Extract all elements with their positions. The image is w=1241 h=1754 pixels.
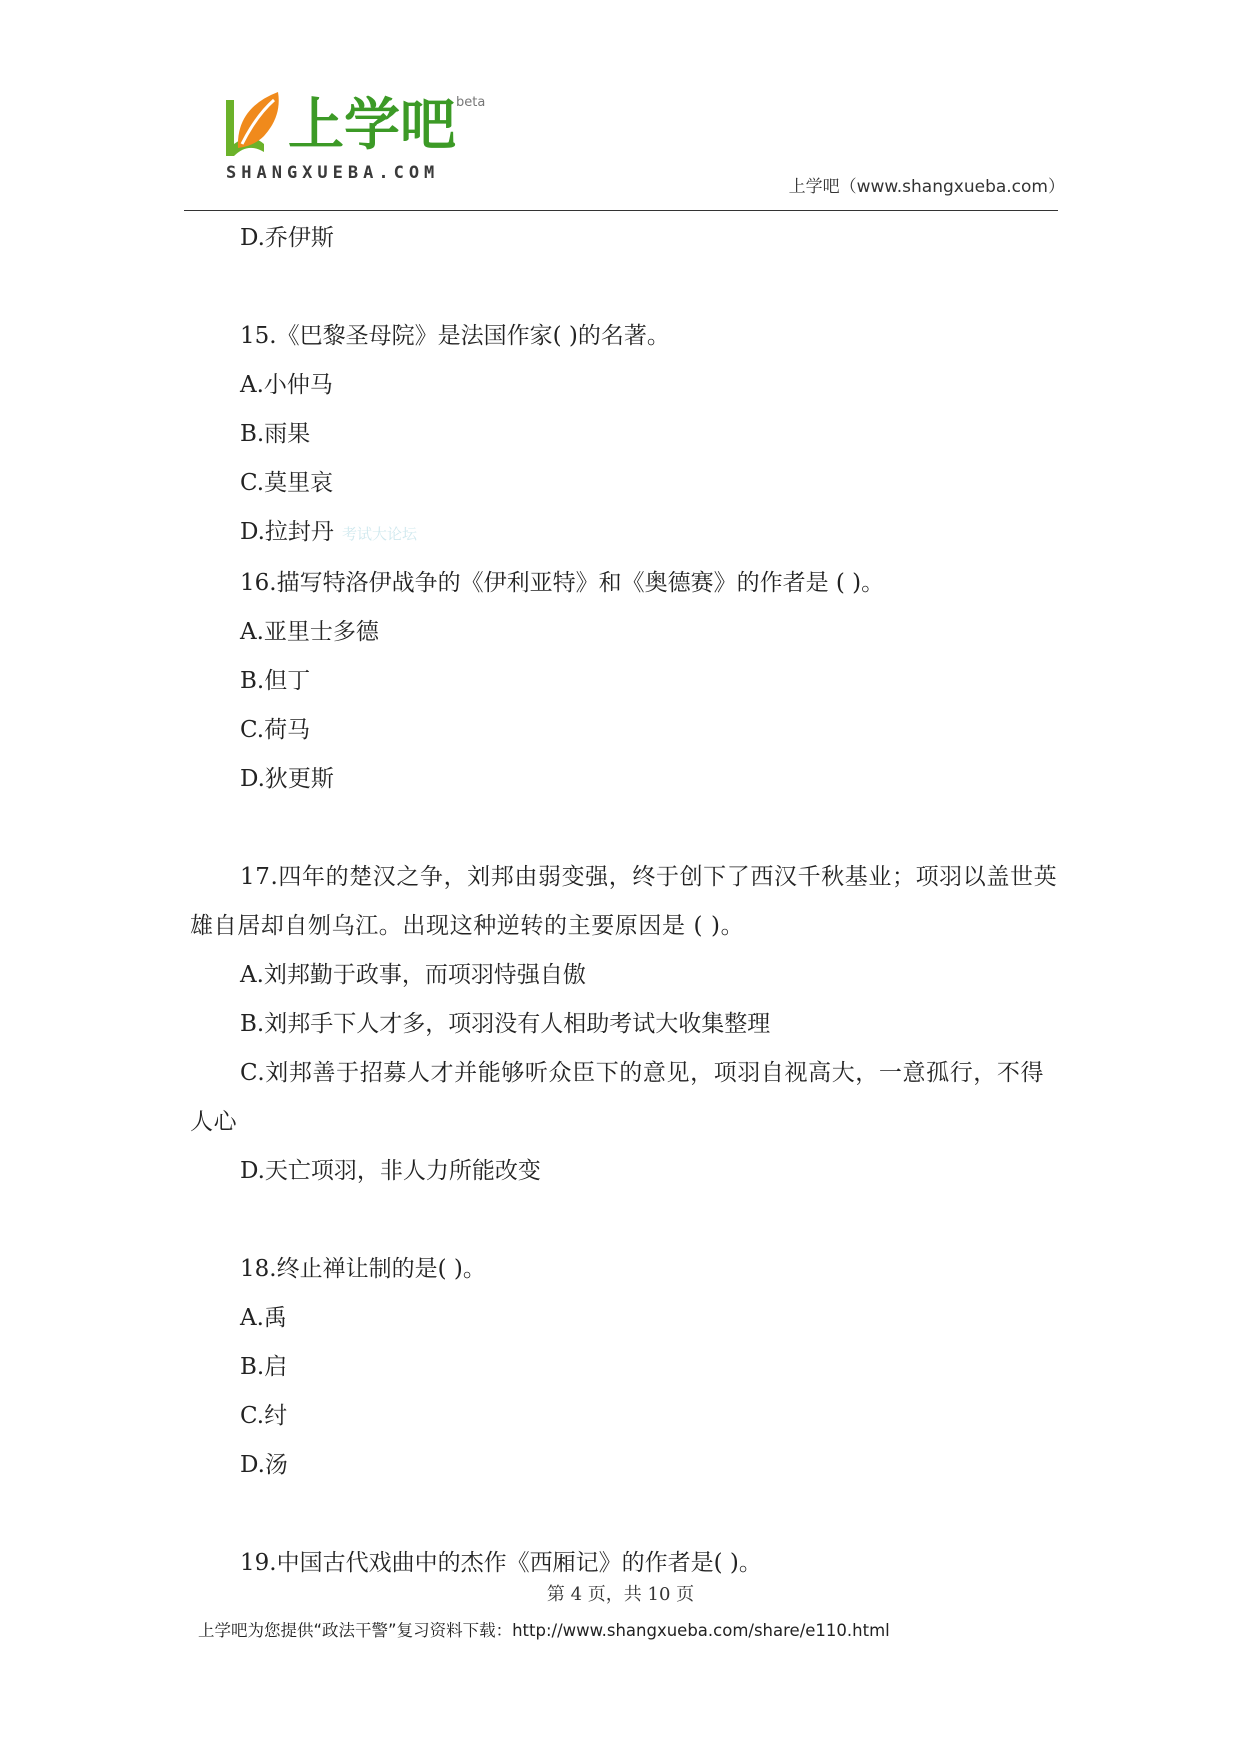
option-d-row — [190, 508, 1058, 559]
leaf-logo-icon — [220, 86, 540, 196]
faint-watermark: 考试大论坛 — [341, 525, 417, 543]
question-content — [190, 214, 1058, 1588]
option-b: B.雨果 — [240, 421, 311, 447]
option-b: B.刘邦手下人才多，项羽没有人相助考试大收集整理 — [240, 1011, 771, 1037]
site-logo — [220, 86, 540, 196]
option-c: C.荷马 — [240, 717, 311, 743]
option-c: C.刘邦善于招募人才并能够听众臣下的意见，项羽自视高大，一意孤行，不得人心 — [190, 1060, 1045, 1135]
logo-domain: SHANGXUEBA.COM — [226, 163, 440, 183]
logo-beta: beta — [456, 95, 486, 110]
page-number: 第 4 页，共 10 页 — [546, 1584, 695, 1605]
option-c: C.纣 — [240, 1403, 288, 1429]
option-a: A.刘邦勤于政事，而项羽恃强自傲 — [240, 962, 586, 988]
option-a: A.小仲马 — [240, 372, 333, 398]
question-17: 17.四年的楚汉之争，刘邦由弱变强，终于创下了西汉千秋基业；项羽以盖世英雄自居却自刎乌江。出现这种逆转的主要原因是 ( )。 — [190, 864, 1058, 939]
site-reference: 上学吧（www.shangxueba.com） — [788, 177, 1065, 197]
option-a: A.亚里士多德 — [240, 619, 379, 645]
question-19: 19.中国古代戏曲中的杰作《西厢记》的作者是( )。 — [240, 1550, 762, 1576]
blank-line — [190, 1196, 1058, 1245]
blank-line — [190, 263, 1058, 312]
option-d: D.乔伊斯 — [240, 225, 334, 251]
option-b: B.启 — [240, 1354, 288, 1380]
option-d: D.天亡项羽，非人力所能改变 — [240, 1158, 541, 1184]
logo-text: 上学吧 — [288, 93, 456, 158]
blank-line — [190, 804, 1058, 853]
option-b: B.但丁 — [240, 668, 311, 694]
option-d: D.汤 — [240, 1452, 288, 1478]
option-a: A.禹 — [240, 1305, 287, 1331]
question-15: 15.《巴黎圣母院》是法国作家( )的名著。 — [240, 323, 670, 349]
option-d: D.狄更斯 — [240, 766, 334, 792]
header-divider — [184, 210, 1058, 211]
blank-line — [190, 1490, 1058, 1539]
option-c: C.莫里哀 — [240, 470, 334, 496]
footer-download-note: 上学吧为您提供“政法干警”复习资料下载：http://www.shangxueba.com/share/e110.html — [198, 1621, 890, 1640]
question-16: 16.描写特洛伊战争的《伊利亚特》和《奥德赛》的作者是 ( )。 — [240, 570, 885, 596]
option-d: D.拉封丹 — [240, 519, 334, 545]
question-18: 18.终止禅让制的是( )。 — [240, 1256, 486, 1282]
